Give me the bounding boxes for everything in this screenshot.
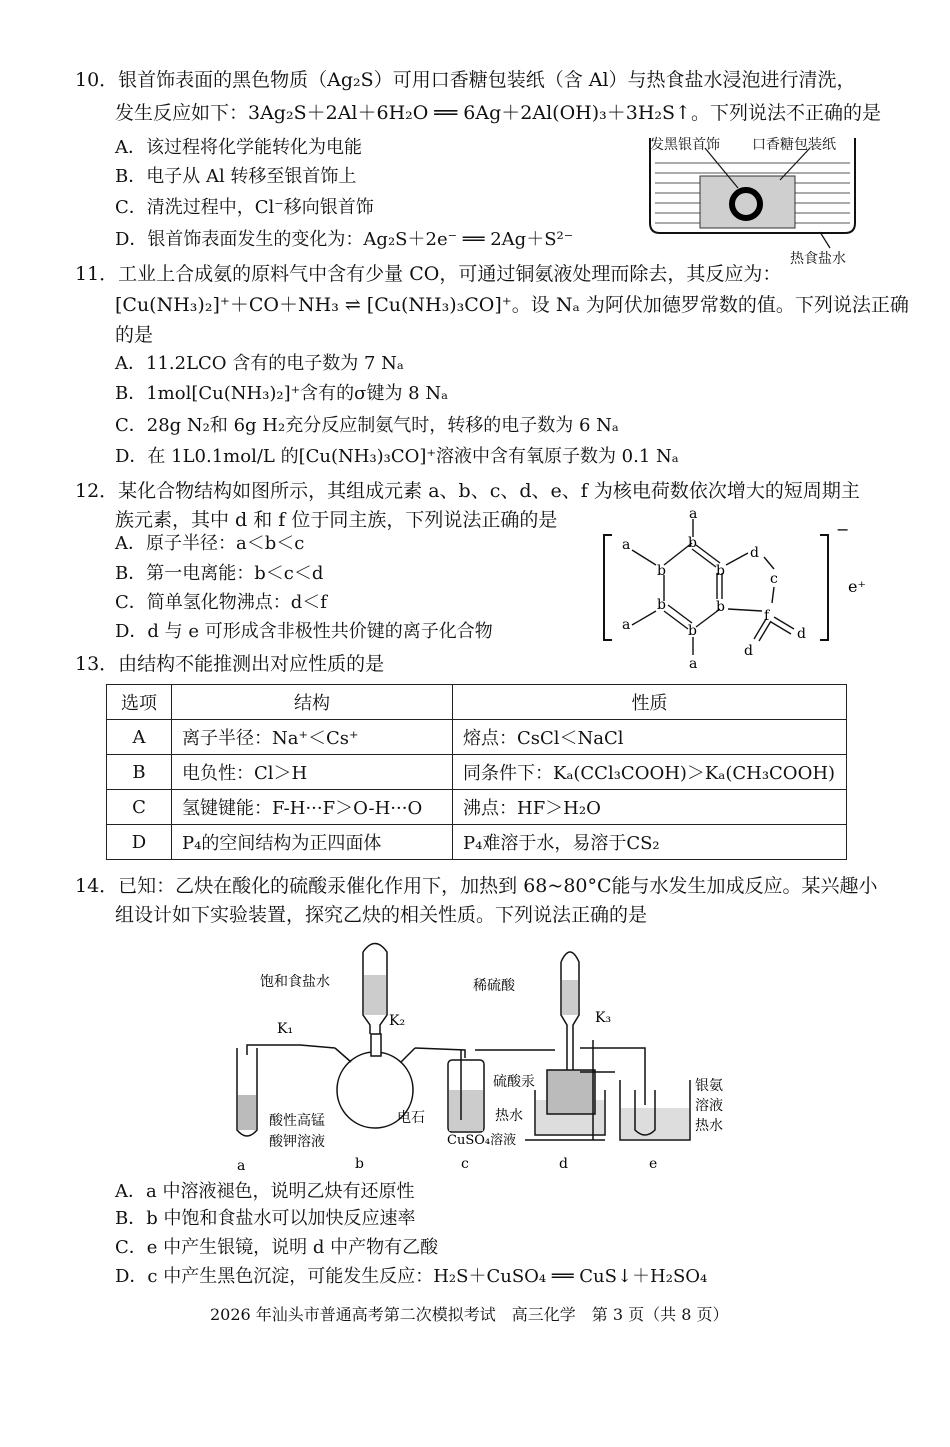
q14-label-kmno4-1: 酸性高锰 [269, 1113, 325, 1129]
q14-label-e: e [649, 1156, 658, 1172]
q14-label-c: c [461, 1156, 469, 1172]
struct-atom-b2: b [657, 563, 666, 579]
q10-option-b: B．电子从 Al 转移至银首饰上 [115, 166, 357, 187]
q12-option-a: A．原子半径：a＜b＜c [115, 533, 305, 554]
cell-structure: P₄的空间结构为正四面体 [172, 825, 453, 860]
q12-option-c: C．简单氢化物沸点：d＜f [115, 592, 327, 613]
struct-atom-a-bottom: a [689, 656, 698, 672]
q14-label-b: b [355, 1156, 364, 1172]
struct-atom-b6: b [688, 623, 697, 639]
q11-stem-line1: 11．工业上合成氨的原料气中含有少量 CO，可通过铜氨液处理而除去，其反应为： [75, 263, 782, 285]
q12-structure-figure [598, 505, 888, 675]
q14-label-silver-2: 溶液 [695, 1098, 723, 1114]
q10-option-a: A．该过程将化学能转化为电能 [115, 137, 362, 158]
q14-label-k2: K₂ [389, 1013, 406, 1029]
cell-property: P₄难溶于水，易溶于CS₂ [453, 825, 847, 860]
struct-atom-b3: b [716, 563, 725, 579]
cell-option: A [107, 720, 172, 755]
header-option: 选项 [107, 685, 172, 720]
q12-stem-line1: 12．某化合物结构如图所示，其组成元素 a、b、c、d、e、f 为核电荷数依次增大的短周期主 [75, 480, 860, 502]
q14-option-a: A．a 中溶液褪色，说明乙炔有还原性 [115, 1181, 415, 1202]
q11-option-d: D．在 1L0.1mol/L 的[Cu(NH₃)₃CO]⁺溶液中含有氧原子数为 0.1 Nₐ [115, 446, 679, 467]
q10-stem-line1: 10．银首饰表面的黑色物质（Ag₂S）可用口香糖包装纸（含 Al）与热食盐水浸泡进行清洗， [75, 69, 856, 91]
cell-option: C [107, 790, 172, 825]
q14-label-k1: K₁ [277, 1021, 294, 1037]
q14-label-hotwater-d: 热水 [495, 1108, 523, 1124]
q14-stem-line2: 组设计如下实验装置，探究乙炔的相关性质。下列说法正确的是 [115, 904, 648, 926]
table-row [107, 755, 847, 790]
q14-label-acid: 稀硫酸 [473, 978, 515, 994]
table-row [107, 825, 847, 860]
struct-atom-f: f [764, 608, 770, 624]
cell-property: 熔点：CsCl＜NaCl [453, 720, 847, 755]
q10-label-wrapper: 口香糖包装纸 [752, 137, 836, 153]
q14-label-silver-1: 银氨 [695, 1078, 723, 1094]
struct-atom-a-left1: a [622, 537, 631, 553]
struct-atom-c: c [770, 571, 778, 587]
q14-apparatus-figure [225, 930, 745, 1180]
struct-atom-a-left2: a [622, 617, 631, 633]
q14-option-c: C．e 中产生银镜，说明 d 中产物有乙酸 [115, 1237, 439, 1258]
page-footer: 2026 年汕头市普通高考第二次模拟考试 高三化学 第 3 页（共 8 页） [210, 1305, 729, 1324]
table-row [107, 720, 847, 755]
table-header-row [107, 685, 847, 720]
q11-stem-line3: 的是 [115, 324, 154, 346]
q14-label-k3: K₃ [595, 1010, 612, 1026]
q14-label-hotwater-e: 热水 [695, 1118, 723, 1134]
q14-option-d: D．c 中产生黑色沉淀，可能发生反应：H₂S＋CuSO₄ ══ CuS↓＋H₂SO₄ [115, 1266, 708, 1287]
q14-stem-line1: 14．已知：乙炔在酸化的硫酸汞催化作用下，加热到 68~80°C能与水发生加成反应。某兴趣小 [75, 875, 878, 897]
cell-structure: 电负性：Cl＞H [172, 755, 453, 790]
q10-label-silver: 发黑银首饰 [650, 137, 720, 153]
q14-label-brine: 饱和食盐水 [260, 974, 330, 990]
header-property: 性质 [453, 685, 847, 720]
q13-table [106, 684, 847, 860]
header-structure: 结构 [172, 685, 453, 720]
q11-option-c: C．28g N₂和 6g H₂充分反应制氨气时，转移的电子数为 6 Nₐ [115, 415, 619, 436]
q14-label-a: a [237, 1158, 246, 1174]
struct-atom-a-top: a [689, 506, 698, 522]
struct-cation: e⁺ [848, 577, 866, 596]
q10-option-c: C．清洗过程中，Cl⁻移向银首饰 [115, 197, 374, 218]
cell-property: 沸点：HF＞H₂O [453, 790, 847, 825]
struct-atom-b4: b [657, 597, 666, 613]
struct-atom-b5: b [716, 599, 725, 615]
struct-atom-d1: d [750, 545, 759, 561]
struct-atom-d3: d [744, 643, 753, 659]
cell-structure: 离子半径：Na⁺＜Cs⁺ [172, 720, 453, 755]
q11-option-b: B．1mol[Cu(NH₃)₂]⁺含有的σ键为 8 Nₐ [115, 383, 449, 404]
struct-charge-minus: − [836, 520, 850, 539]
q13-stem: 13．由结构不能推测出对应性质的是 [75, 653, 385, 675]
q14-label-hgso4: 硫酸汞 [493, 1074, 535, 1090]
q14-label-d: d [559, 1156, 568, 1172]
q10-stem-line2: 发生反应如下：3Ag₂S＋2Al＋6H₂O ══ 6Ag＋2Al(OH)₃＋3H₂S↑。下列说法不正确的是 [115, 102, 881, 124]
q11-stem-line2: [Cu(NH₃)₂]⁺＋CO＋NH₃ ⇌ [Cu(NH₃)₃CO]⁺。设 Nₐ 为阿伏加德罗常数的值。下列说法正确 [115, 294, 909, 316]
q10-option-d: D．银首饰表面发生的变化为：Ag₂S＋2e⁻ ══ 2Ag＋S²⁻ [115, 229, 574, 250]
table-row [107, 790, 847, 825]
q14-label-carbide: 电石 [397, 1110, 425, 1126]
q11-option-a: A．11.2LCO 含有的电子数为 7 Nₐ [115, 353, 404, 374]
cell-property: 同条件下：Kₐ(CCl₃COOH)＞Kₐ(CH₃COOH) [453, 755, 847, 790]
struct-atom-b1: b [688, 535, 697, 551]
q10-label-brine: 热食盐水 [790, 251, 846, 267]
q12-option-b: B．第一电离能：b＜c＜d [115, 563, 324, 584]
cell-structure: 氢键键能：F-H···F＞O-H···O [172, 790, 453, 825]
q14-option-b: B．b 中饱和食盐水可以加快反应速率 [115, 1208, 416, 1229]
q12-option-d: D．d 与 e 可形成含非极性共价键的离子化合物 [115, 621, 493, 642]
q14-label-cuso4: CuSO₄溶液 [447, 1133, 517, 1148]
q14-label-kmno4-2: 酸钾溶液 [269, 1134, 325, 1150]
cell-option: B [107, 755, 172, 790]
q12-stem-line2: 族元素，其中 d 和 f 位于同主族，下列说法正确的是 [115, 509, 558, 531]
cell-option: D [107, 825, 172, 860]
struct-atom-d2: d [797, 626, 806, 642]
